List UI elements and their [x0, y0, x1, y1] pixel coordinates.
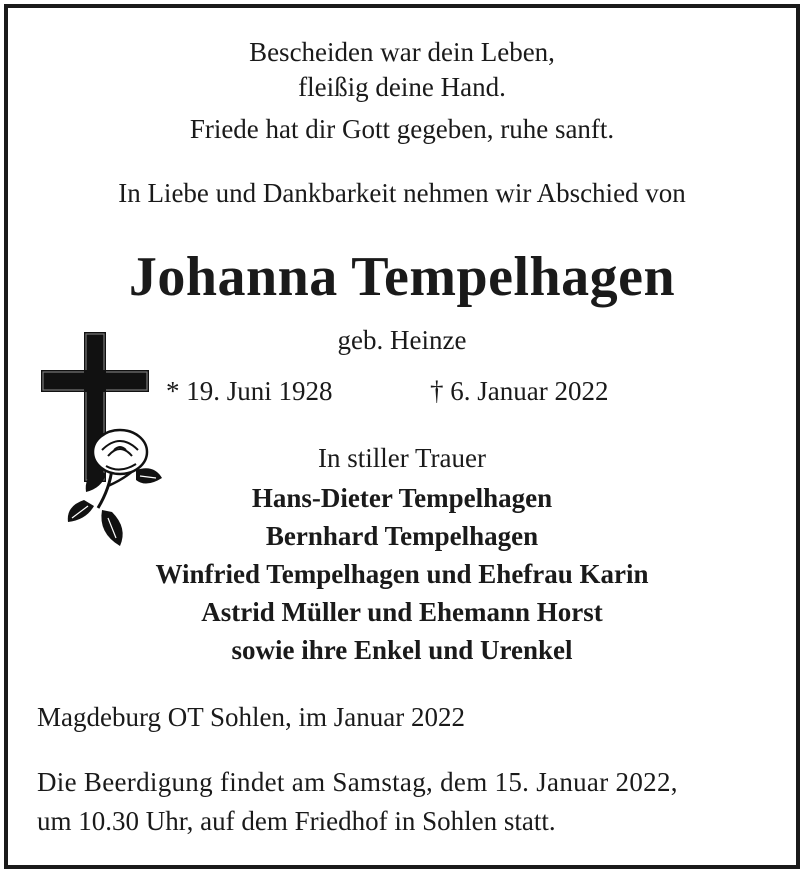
- funeral-info-line-1: Die Beerdigung findet am Samstag, dem 15. Januar 2022,: [37, 767, 678, 797]
- mourner-name: Bernhard Tempelhagen: [265, 521, 539, 551]
- obituary-notice: [4, 4, 800, 869]
- farewell-intro: In Liebe und Dankbarkeit nehmen wir Abschied von: [118, 178, 686, 208]
- deceased-name: Johanna Tempelhagen: [128, 246, 676, 308]
- maiden-name: geb. Heinze: [337, 325, 467, 355]
- mourner-name: sowie ihre Enkel und Urenkel: [231, 635, 573, 665]
- mourning-heading: In stiller Trauer: [318, 443, 486, 473]
- mourner-name: Astrid Müller und Ehemann Horst: [201, 597, 603, 627]
- death-date: † 6. Januar 2022: [430, 376, 609, 406]
- verse-line-2: fleißig deine Hand.: [298, 72, 506, 102]
- verse-line-1: Bescheiden war dein Leben,: [249, 37, 555, 67]
- verse-line-3: Friede hat dir Gott gegeben, ruhe sanft.: [189, 114, 615, 144]
- mourner-name: Winfried Tempelhagen und Ehefrau Karin: [155, 559, 649, 589]
- birth-date: * 19. Juni 1928: [166, 376, 333, 406]
- funeral-info-line-2: um 10.30 Uhr, auf dem Friedhof in Sohlen statt.: [37, 806, 556, 836]
- place-and-date: Magdeburg OT Sohlen, im Januar 2022: [37, 702, 465, 732]
- mourner-name: Hans-Dieter Tempelhagen: [251, 483, 553, 513]
